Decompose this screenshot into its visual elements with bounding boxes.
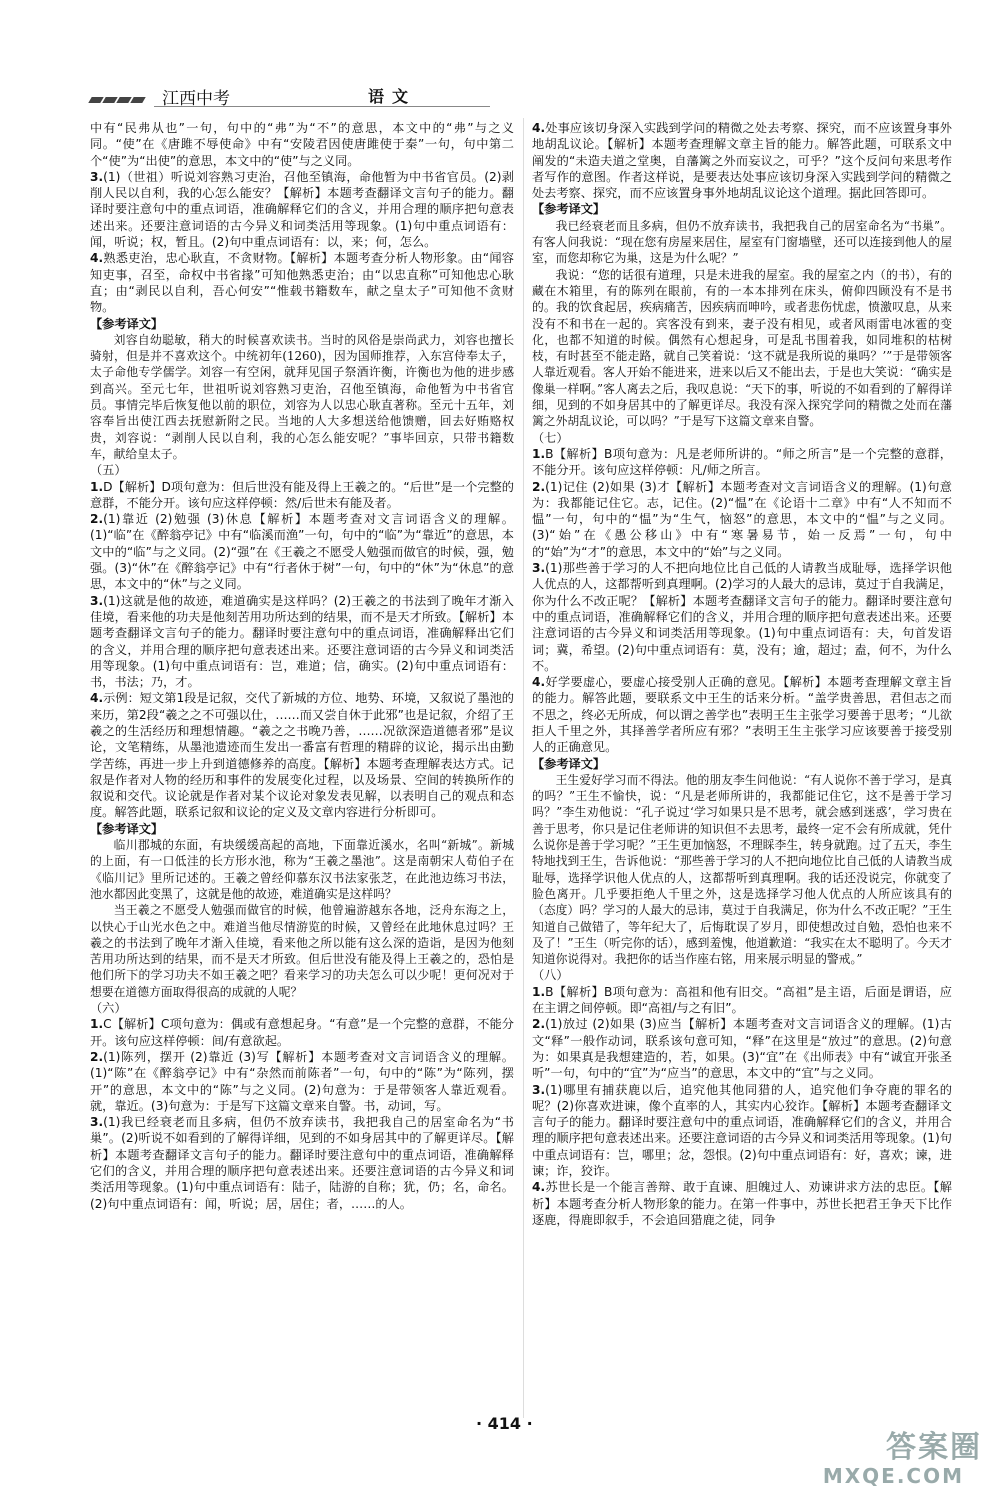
answer-text: 处事应该切身深入实践到学问的精微之处去考察、探究，而不应该置身事外地胡乱议论。【解析】本题考查理解文章主旨的能力。解答此题，可联系文中阐发的“未造夫道之堂奥，自藩篱之外而妄议之，可乎？”这个反问句来思考作者写作的意图。作者这样说，是要表达处事应该切身深入实践到学问的精微之处去考察、探究，而不应该置身事外地胡乱议论这个道理。据此回答即可。 — [532, 121, 952, 201]
answer-item — [532, 674, 952, 755]
answer-text: (1)我已经衰老而且多病，但仍不放弃读书，我把我自己的居室命名为“书巢”。(2)听说不如看到的了解得详细，见到的不如身居其中的了解更详尽。【解析】本题考查翻译文言句子的能力。翻译时要注意句中的重点词语，准确解释它们的含义，并用合理的顺序把句意表述出来。还要注意词语的古今异义和词类活用等现象。(1)句中重点词语有：陆子，陆游的自称；犹，仍；名，命名。(2)句中重点词语有：闻，听说；居，居住；者，……的人。 — [90, 1115, 514, 1211]
answer-text: B【解析】B项句意为：凡是老师所讲的。“师之所言”是一个完整的意群，不能分开。该句应这样停顿：凡/师之所言。 — [532, 446, 952, 478]
section-number: （六） — [90, 1001, 127, 1016]
translation-paragraph: 刘容自幼聪敏，稍大的时候喜欢读书。当时的风俗是崇尚武力，刘容也擅长骑射，但是并不喜欢这个。中统初年(1260)，因为国师推荐，入东宫侍奉太子，太子命他专学儒学。刘容一有空闲，就拜见国子祭酒许衡，许衡也为他的进步感到高兴。至元七年，世祖听说刘容熟习吏治，召他至镇海，命他暂为中书省官员。事情完毕后恢复他以前的职位，刘容为人以忠心耿直著称。至元十五年，刘容奉旨出使江西去抚慰新附之民。当地的人大多想送给他馈赠，回去好贿赂权贵，刘容说：“剥削人民以自利，我的心怎么能安呢？”事毕回京，只带书籍数车，献给皇太子。 — [90, 332, 514, 461]
translation-paragraph: 我已经衰老而且多病，但仍不放弃读书，我把我自己的居室命名为“书巢”。有客人问我说：“现在您有房屋来居住，屋室有门窗墙壁，还可以连接到他人的屋室，而您却称它为巢，这是为什么呢？” — [532, 218, 952, 266]
answer-item — [90, 479, 514, 512]
answer-number: 4. — [532, 675, 546, 690]
header-subject: 语文 — [368, 87, 417, 106]
translation-paragraph: 当王羲之不愿受人勉强而做官的时候，他曾遍游越东各地，泛舟东海之上，以快心于山光水色之中。难道当他尽情游览的时候，又曾经在此地休息过吗？王羲之的书法到了晚年才渐入佳境，看来他之所以能有这么深的造诣，是因为他刻苦用功所达到的结果，而不是天才所致。但后世没有能及得上王羲之的，恐怕是他们所下的学习功夫不如王羲之吧？看来学习的功夫怎么可以少呢！更何况对于想要在道德方面取得很高的成就的人呢？ — [90, 903, 514, 999]
answer-text: (1)那些善于学习的人不把向地位比自己低的人请教当成耻辱，选择学识他人优点的人，这都帮听到真理啊。(2)学习的人最大的忌讳，莫过于自我满足，你为什么不改正呢？【解析】本题考查翻译文言句子的能力。翻译时要注意句中的重点词语，准确解释它们的含义，并用合理的顺序把句意表述出来。还要注意词语的古今异义和词类活用等现象。(1)句中重点词语有：夫，句首发语词；冀，希望。(2)句中重点词语有：莫，没有；逾，超过；盍，何不，为什么不。 — [532, 561, 952, 673]
answer-text: (1)放过 (2)如果 (3)应当【解析】本题考查对文言词语含义的理解。(1)古文“释”一般作动词，联系该句意可知，“释”在这里是“放过”的意思。(2)句意为：如果真是我想建造的，若，如果。(3)“宜”在《出师表》中有“诚宜开张圣听”一句，句中的“宜”为“应当”的意思，本文中的“宜”与之义同。 — [532, 1017, 952, 1081]
answer-number: 2. — [90, 1049, 104, 1064]
answer-item — [532, 1082, 952, 1180]
header-book-title: 江西中考 — [162, 89, 230, 109]
answer-text: (1)靠近 (2)勉强 (3)休息【解析】本题考查对文言词语含义的理解。(1)“临”在《醉翁亭记》中有“临溪而渔”一句，句中的“临”为“靠近”的意思，本文中的“临”与之义同。(2)“强”在《王羲之不愿受人勉强而做官的时候，强，勉强。(3)“休”在《醉翁亭记》中有“行者休于树”一句，句中的“休”为“休息”的意思，本文中的“休”与之义同。 — [90, 512, 514, 592]
answer-text: (1)记住 (2)如果 (3)才【解析】本题考查对文言词语含义的理解。(1)句意为：我都能记住它。志，记住。(2)“愠”在《论语十二章》中有“人不知而不愠”一句，句中的“愠”为“生气，恼怒”的意思，本文中的“愠”与之义同。(3)“始”在《愚公移山》中有“寒暑易节，始一反焉”一句，句中的“始”为“才”的意思，本文中的“始”与之义同。 — [532, 479, 952, 559]
answer-number: 1. — [532, 446, 546, 461]
translation-paragraph: 临川郡城的东面，有块缓缓高起的高地，下面靠近溪水，名叫“新城”。新城的上面，有一口低洼的长方形水池，称为“王羲之墨池”。这是南朝宋人荀伯子在《临川记》里所记述的。王羲之曾经仰慕东汉书法家张芝，在此池边练习书法，池水都因此变黑了，这就是他的故迹，难道确实是这样吗？ — [90, 838, 514, 901]
header-logo-icon — [90, 88, 150, 104]
answer-text: 示例：短文第1段是记叙，交代了新城的方位、地势、环境，又叙说了墨池的来历，第2段“羲之之不可强以仕，……而又尝自休于此邪”也是记叙，介绍了王羲之的生活经历和理想情趣。“羲之之书晚乃善，……况欲深造道德者邪”是议论，文笔精练，从墨池遗迹而生发出一番富有哲理的精辟的议论，揭示出由勤学苦练，再进一步上升到道德修养的高度。【解析】本题考查理解表达方式。记叙是作者对人物的经历和事件的发展变化过程，以及场景、空间的转换所作的叙说和交代。议论就是作者对某个议论对象发表见解，以表明自己的观点和态度。解答此题，联系记叙和议论的定义及文章内容进行分析即可。 — [90, 691, 514, 820]
answer-number: 3. — [90, 1115, 104, 1130]
answer-number: 1. — [90, 1017, 104, 1032]
section-number: （七） — [532, 430, 569, 445]
answer-item — [532, 446, 952, 479]
answer-item — [90, 1016, 514, 1049]
answer-item — [532, 984, 952, 1017]
answer-item — [532, 560, 952, 674]
answer-text: C【解析】C项句意为：偶或有意想起身。“有意”是一个完整的意群，不能分开。该句应这样停顿：间/有意欲起。 — [90, 1017, 514, 1048]
answer-number: 2. — [532, 479, 546, 494]
answer-number: 4. — [532, 121, 546, 135]
answer-text: D【解析】D项句意为：但后世没有能及得上王羲之的。“后世”是一个完整的意群，不能分开。该句应这样停顿：然/后世未有能及者。 — [90, 479, 514, 510]
answer-text: 苏世长是一个能言善辩、敢于直谏、胆魄过人、劝谏讲求方法的忠臣。【解析】本题考查分析人物形象的能力。在第一件事中，苏世长把君王争天下比作逐鹿，得鹿即叙手，不会追回猎鹿之徒，同争 — [532, 1180, 952, 1227]
watermark-logo: 答案圈 — [886, 1430, 982, 1465]
answer-number: 1. — [90, 479, 104, 494]
answer-item — [90, 1114, 514, 1212]
right-column — [532, 120, 952, 1228]
answer-item — [90, 690, 514, 820]
answer-item — [532, 1016, 952, 1081]
answer-item — [90, 169, 514, 250]
translation-paragraph: 王生爱好学习而不得法。他的朋友李生问他说：“有人说你不善于学习，是真的吗？”王生不愉快，说：“凡是老师所讲的，我都能记住它，这不是善于学习吗？”李生劝他说：“孔子说过‘学习如果只是不思考，就会感到迷惑’，学习贵在善于思考，你只是记住老师讲的知识但不去思考，最终一定不会有所成就，凭什么说你是善于学习呢？”王生更加恼怒，不理睬李生，转身就跑。过了五天，李生特地找到王生，告诉他说：“那些善于学习的人不把向地位比自己低的人请教当成耻辱，选择学识他人优点的人，这都帮听到真理啊。我的话还没说完，你就变了脸色离开。几乎要拒绝人千里之外，这是选择学习他人优点的人所应该具有的（态度）吗？学习的人最大的忌讳，莫过于自我满足，你为什么不改正呢？”王生知道自己做错了，等年纪大了，后悔耽误了岁月，即使想改过自勉，恐怕也来不及了！”王生（听完你的话），感到羞愧，他道歉道：“我实在太不聪明了。今天才知道你说得对。我把你的话当作座右铭，用来展示明显的警戒。” — [532, 772, 952, 967]
answer-item — [532, 479, 952, 560]
answer-text: (1)哪里有捕获鹿以后，追究他其他同猎的人，追究他们争夺鹿的罪名的呢？(2)你喜欢进谏，像个直率的人，其实内心狡诈。【解析】本题考查翻译文言句子的能力。翻译时要注意句中的重点词语，准确解释它们的含义，并用合理的顺序把句意表述出来。还要注意词语的古今异义和词类活用等现象。(1)句中重点词语有：岂，哪里；忿，怨恨。(2)句中重点词语有：好，喜欢；谏，进谏；诈，狡诈。 — [532, 1082, 952, 1178]
answer-text: (1)陈列，摆开 (2)靠近 (3)写【解析】本题考查对文言词语含义的理解。(1)“陈”在《醉翁亭记》中有“杂然而前陈者”一句，句中的“陈”为“陈列，摆开”的意思，本文中的“陈”与之义同。(2)句意为：于是带领客人靠近观看。就，靠近。(3)句意为：于是写下这篇文章来自警。书，动词，写。 — [90, 1049, 514, 1113]
answer-text: (1)这就是他的故迹，难道确实是这样吗？(2)王羲之的书法到了晚年才渐入佳境，看来他的功夫是他刻苦用功所达到的结果，而不是天才所致。【解析】本题考查翻译文言句子的能力。翻译时要注意句中的重点词语，准确解释出它们的含义，并用合理的顺序把句意表述出来。还要注意词语的古今异义和词类活用等现象。(1)句中重点词语有：岂，难道；信，确实。(2)句中重点词语有：书，书法；乃，才。 — [90, 593, 514, 690]
translation-heading: 【参考译文】 — [90, 821, 164, 836]
answer-number: 4. — [90, 251, 104, 266]
answer-number: 4. — [90, 691, 104, 706]
answer-item — [532, 1179, 952, 1228]
column-divider — [523, 118, 524, 1418]
section-number: （八） — [532, 968, 569, 983]
translation-heading: 【参考译文】 — [532, 756, 606, 771]
translation-heading: 【参考译文】 — [532, 202, 606, 217]
answer-text: B【解析】B项句意为：高祖和他有旧交。“高祖”是主语，后面是谓语，应在主谓之间停顿。即“高祖/与之有旧”。 — [532, 984, 952, 1016]
answer-number: 2. — [90, 512, 104, 527]
answer-number: 2. — [532, 1017, 546, 1032]
answer-item — [90, 1049, 514, 1114]
answer-number: 3. — [532, 1082, 546, 1097]
answer-item — [90, 250, 514, 315]
answer-number: 3. — [532, 561, 546, 576]
translation-heading: 【参考译文】 — [90, 316, 164, 331]
page-number: · 414 · — [476, 1414, 533, 1433]
answer-number: 3. — [90, 169, 104, 184]
answer-item — [90, 593, 514, 691]
left-column — [90, 120, 514, 1212]
answer-text: 好学要虚心，要虚心接受别人正确的意见。【解析】本题考查理解文章主旨的能力。解答此题，要联系文中王生的话来分析。“盖学贵善思，君但志之而不思之，终必无所成，何以谓之善学也”表明王生主张学习要善于思考；“儿欲拒人千里之外，其择善学者所应有邪？”表明王生主张学习应该要善于接受别人的正确意见。 — [532, 675, 952, 755]
translation-paragraph: 我说：“您的话很有道理，只是未进我的屋室。我的屋室之内（的书），有的藏在木箱里，有的陈列在眼前，有的一本本排列在床头，俯仰四顾没有不是书的。我的饮食起居，疾病痛苦，因疾病而呻吟，或者悲伤忧虑，愤激叹息，从来没有不和书在一起的。宾客没有到来，妻子没有相见，或者风雨雷电冰雹的变化，也都不知道的时候。偶然有心想起身，可是乱书围着我，如同堆积的枯树枝，有时甚至不能走路，就自己笑着说：‘这不就是我所说的巢吗？’”于是带领客人靠近观看。客人开始不能进来，进来以后又不能出去，于是也大笑说：“确实是像巢一样啊。”客人离去之后，我叹息说：“天下的事，听说的不如看到的了解得详细，见到的不如身居其中的了解更详尽。我没有深入探究学问的精微之处而在藩篱之外胡乱议论，可以吗？”于是写下这篇文章来自警。 — [532, 267, 952, 429]
page-header — [90, 82, 490, 112]
text-paragraph: 中有“民弗从也”一句，句中的“弗”为“不”的意思，本文中的“弗”与之义同。“使”在《唐雎不辱使命》中有“安陵君因使唐雎使于秦”一句，句中第二个“使”为“出使”的意思，本文中的“使”与之义同。 — [90, 121, 514, 168]
answer-number: 4. — [532, 1180, 546, 1195]
answer-text: (1)（世祖）听说刘容熟习吏治，召他至镇海，命他暂为中书省官员。(2)剥削人民以自利，我的心怎么能安？【解析】本题考查翻译文言句子的能力。翻译时要注意句中的重点词语，准确解释它们的含义，并用合理的顺序把句意表述出来。还要注意词语的古今异义和词类活用等现象。(1)句中重点词语有：闻，听说；权，暂且。(2)句中重点词语有：以，来；何，怎么。 — [90, 169, 514, 250]
section-number: （五） — [90, 463, 127, 478]
answer-number: 3. — [90, 593, 104, 608]
answer-text: 熟悉吏治，忠心耿直，不贪财物。【解析】本题考查分析人物形象。由“闻容知吏事，召至，命权中书省掾”可知他熟悉吏治；由“以忠直称”可知他忠心耿直；由“剥民以自利，吾心何安”“惟载书籍数车，献之皇太子”可知他不贪财物。 — [90, 251, 514, 315]
answer-item — [532, 120, 952, 201]
watermark-url: MXQE.COM — [822, 1464, 964, 1488]
answer-item — [90, 511, 514, 592]
header-rule — [154, 106, 490, 107]
answer-number: 1. — [532, 984, 546, 999]
